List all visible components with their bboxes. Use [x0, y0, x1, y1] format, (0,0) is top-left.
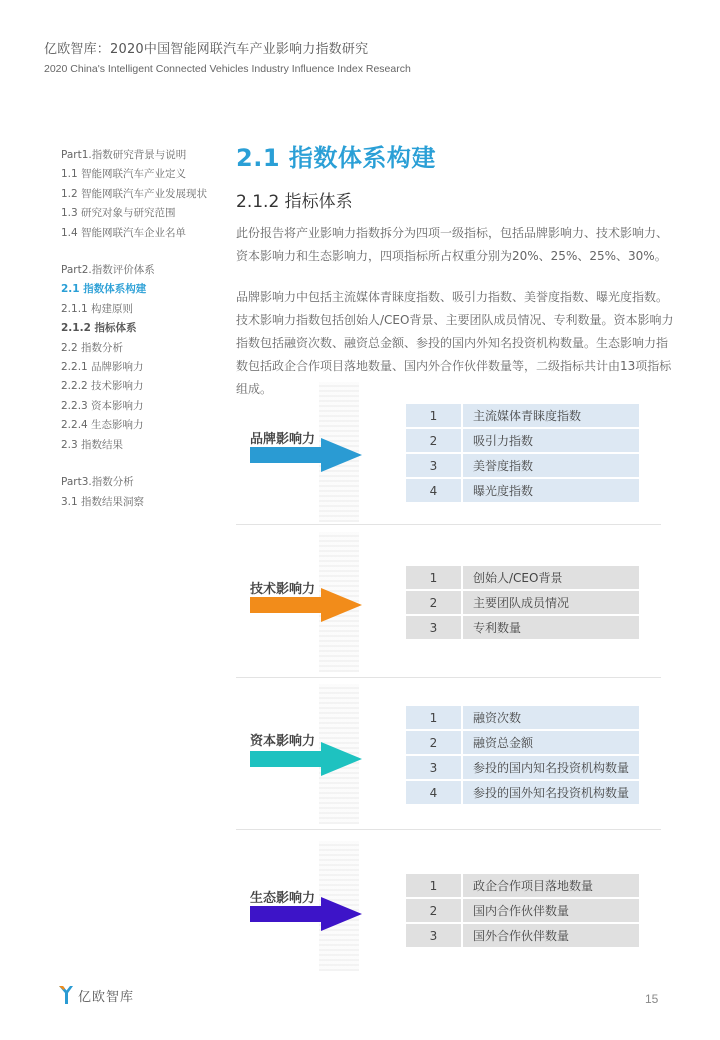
toc-item[interactable]: Part3.指数分析 — [61, 476, 134, 489]
indicator-name: 品牌影响力 — [250, 432, 316, 447]
indicator-table — [406, 704, 639, 806]
table-row — [406, 566, 639, 589]
row-number: 1 — [406, 706, 463, 729]
logo-text: 亿欧智库 — [78, 989, 135, 1005]
y-logo-icon — [58, 985, 74, 1005]
header-title-cn: 亿欧智库：2020中国智能网联汽车产业影响力指数研究 — [44, 42, 369, 57]
header-title-en: 2020 China's Intelligent Connected Vehicles Industry Influence Index Research — [44, 63, 411, 75]
toc-item-current[interactable]: 2.1.2 指标体系 — [61, 322, 137, 335]
toc-item[interactable]: 1.1 智能网联汽车产业定义 — [61, 168, 187, 181]
row-number: 1 — [406, 566, 463, 589]
indicator-table — [406, 564, 639, 641]
row-label: 国内合作伙伴数量 — [463, 899, 639, 922]
row-number: 3 — [406, 616, 463, 639]
row-number: 4 — [406, 781, 463, 804]
table-row — [406, 924, 639, 947]
toc-item[interactable]: 1.3 研究对象与研究范围 — [61, 207, 176, 220]
table-row — [406, 781, 639, 804]
indicator-name: 资本影响力 — [250, 734, 316, 749]
row-number: 3 — [406, 924, 463, 947]
toc-group-part1 — [61, 146, 231, 243]
toc-item[interactable]: 2.1.1 构建原则 — [61, 302, 134, 315]
row-number: 3 — [406, 454, 463, 477]
row-number: 2 — [406, 899, 463, 922]
intro-paragraph: 此份报告将产业影响力指数拆分为四项一级指标，包括品牌影响力、技术影响力、资本影响力和生态影响力，四项指标所占权重分别为20%、25%、25%、30%。 — [236, 226, 669, 263]
indicator-table — [406, 872, 639, 949]
toc-item[interactable]: 1.2 智能网联汽车产业发展现状 — [61, 187, 208, 200]
arrow-right-icon — [250, 742, 362, 776]
row-label: 融资总金额 — [463, 731, 639, 754]
arrow-right-icon — [250, 588, 362, 622]
row-label: 参投的国外知名投资机构数量 — [463, 781, 639, 804]
table-row — [406, 591, 639, 614]
table-row — [406, 429, 639, 452]
row-number: 1 — [406, 874, 463, 897]
toc-item[interactable]: 2.2.3 资本影响力 — [61, 399, 144, 412]
row-label: 主要团队成员情况 — [463, 591, 639, 614]
indicator-block-brand — [236, 380, 661, 525]
table-row — [406, 706, 639, 729]
section-title: 2.1 指数体系构建 — [236, 144, 436, 172]
table-row — [406, 756, 639, 779]
page-number: 15 — [645, 992, 659, 1006]
table-row — [406, 899, 639, 922]
table-of-contents — [61, 146, 231, 530]
row-number: 2 — [406, 731, 463, 754]
row-label: 政企合作项目落地数量 — [463, 874, 639, 897]
row-label: 国外合作伙伴数量 — [463, 924, 639, 947]
indicator-name: 生态影响力 — [250, 891, 316, 906]
toc-item[interactable]: 1.4 智能网联汽车企业名单 — [61, 226, 187, 239]
table-row — [406, 616, 639, 639]
row-label: 吸引力指数 — [463, 429, 639, 452]
toc-group-part2 — [61, 261, 231, 455]
indicator-block-capital — [236, 682, 661, 830]
row-label: 融资次数 — [463, 706, 639, 729]
divider — [236, 829, 661, 830]
subsection-title: 2.1.2 指标体系 — [236, 192, 353, 212]
row-label: 创始人/CEO背景 — [463, 566, 639, 589]
row-number: 2 — [406, 591, 463, 614]
toc-item-active[interactable]: 2.1 指数体系构建 — [61, 283, 147, 296]
indicator-table — [406, 402, 639, 504]
detail-paragraph: 品牌影响力中包括主流媒体青睐度指数、吸引力指数、美誉度指数、曝光度指数。技术影响力指数包括创始人/CEO背景、主要团队成员情况、专利数量。资本影响力指数包括融资次数、融资总金额、参投的国内外知名投资机构数量。生态影响力指数包括政企合作项目落地数量、国内外合作伙伴数量等，二级指标共计由13项指标组成。 — [236, 290, 674, 396]
row-label: 曝光度指数 — [463, 479, 639, 502]
row-number: 2 — [406, 429, 463, 452]
toc-item[interactable]: 3.1 指数结果洞察 — [61, 495, 145, 508]
toc-item[interactable]: 2.2 指数分析 — [61, 341, 124, 354]
toc-item[interactable]: Part1.指数研究背景与说明 — [61, 149, 187, 161]
divider — [236, 524, 661, 525]
row-label: 美誉度指数 — [463, 454, 639, 477]
toc-item[interactable]: 2.2.1 品牌影响力 — [61, 361, 144, 374]
table-row — [406, 479, 639, 502]
row-number: 1 — [406, 404, 463, 427]
arrow-right-icon — [250, 897, 362, 931]
toc-group-part3 — [61, 473, 231, 512]
indicator-block-tech — [236, 530, 661, 678]
toc-item[interactable]: 2.3 指数结果 — [61, 438, 124, 451]
toc-item[interactable]: 2.2.4 生态影响力 — [61, 419, 144, 432]
table-row — [406, 874, 639, 897]
row-label: 主流媒体青睐度指数 — [463, 404, 639, 427]
toc-item[interactable]: Part2.指数评价体系 — [61, 264, 155, 277]
arrow-right-icon — [250, 438, 362, 472]
row-label: 参投的国内知名投资机构数量 — [463, 756, 639, 779]
divider — [236, 677, 661, 678]
table-row — [406, 454, 639, 477]
row-number: 3 — [406, 756, 463, 779]
table-row — [406, 731, 639, 754]
main-content — [236, 138, 676, 401]
indicator-block-ecosystem — [236, 835, 661, 970]
page-header — [44, 38, 411, 75]
toc-item[interactable]: 2.2.2 技术影响力 — [61, 380, 144, 393]
footer-logo — [58, 985, 134, 1005]
row-number: 4 — [406, 479, 463, 502]
row-label: 专利数量 — [463, 616, 639, 639]
table-row — [406, 404, 639, 427]
indicator-name: 技术影响力 — [250, 582, 316, 597]
